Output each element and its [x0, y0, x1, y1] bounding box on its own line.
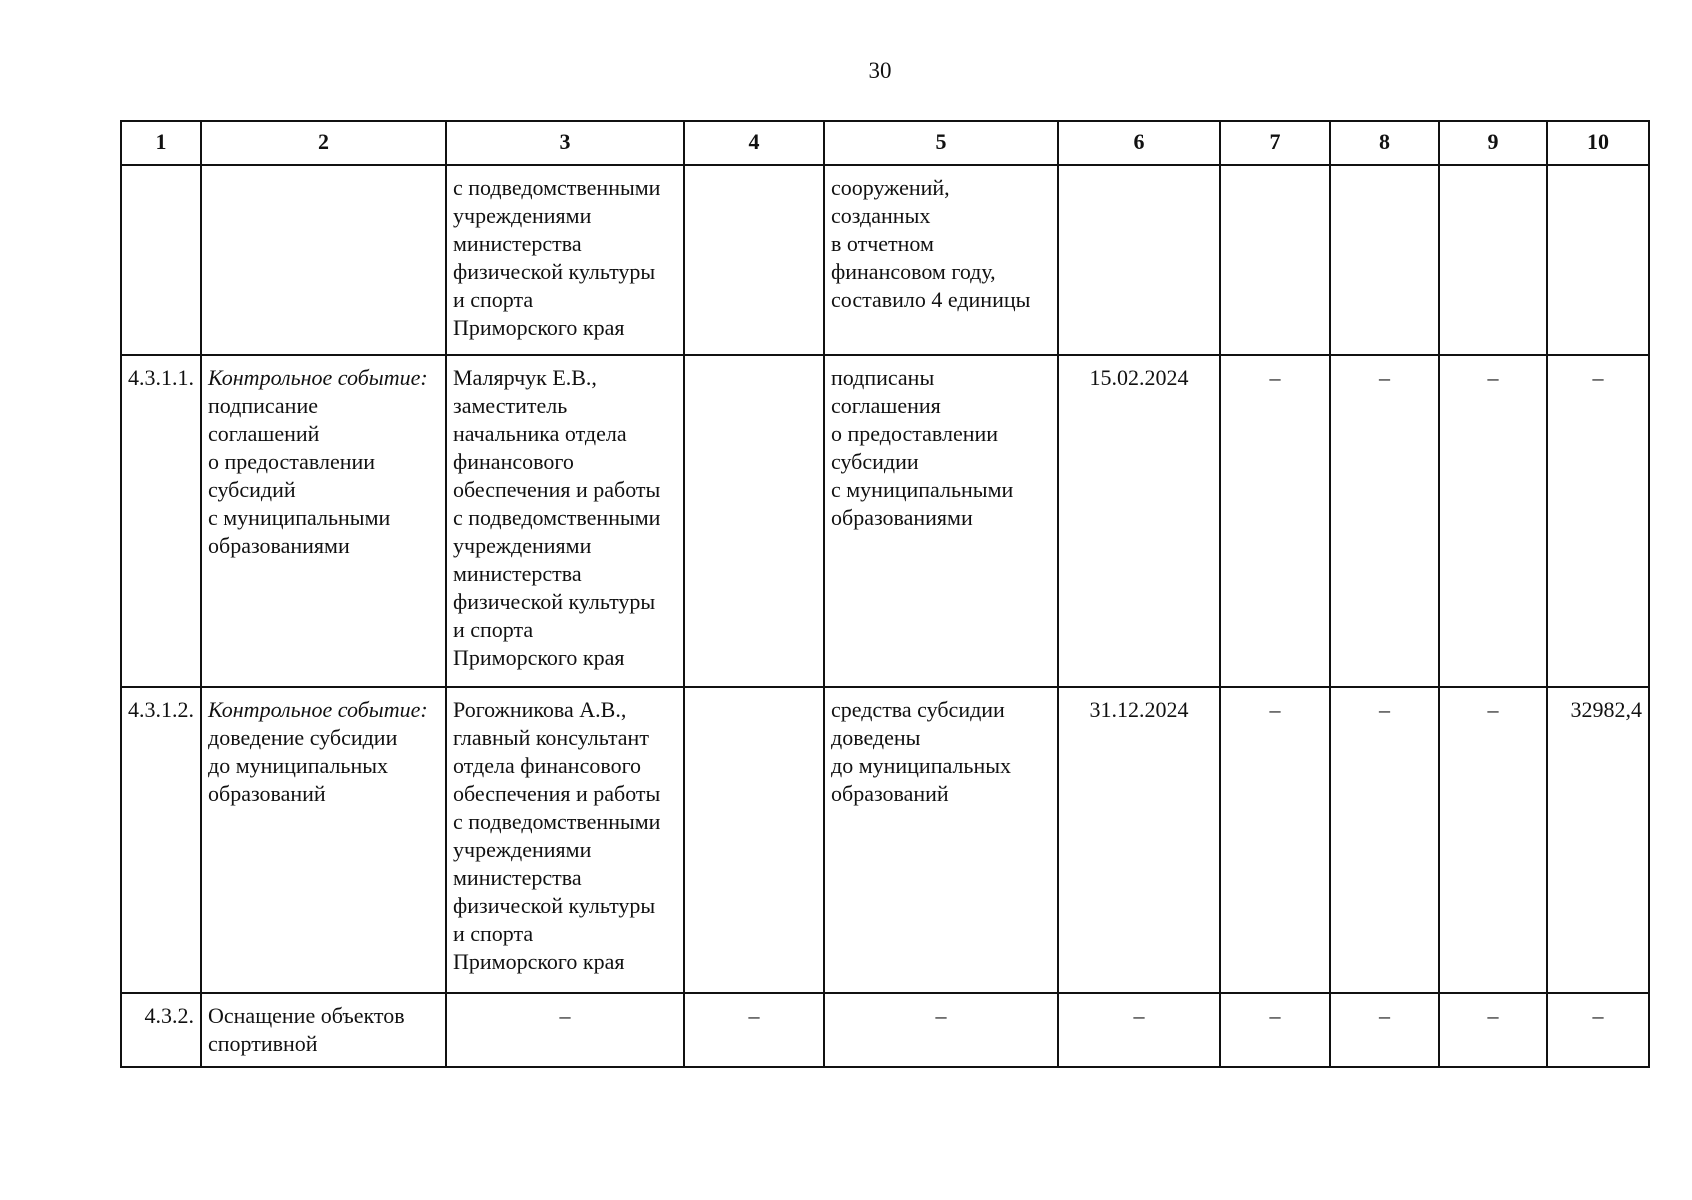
cell-col10: 32982,4 [1547, 687, 1649, 993]
cell-col7: – [1220, 993, 1330, 1067]
column-header-8: 8 [1330, 121, 1439, 165]
column-header-5: 5 [824, 121, 1058, 165]
cell-event-lead: Контрольное событие: [208, 365, 428, 390]
cell-number: 4.3.1.1. [121, 355, 201, 687]
table-row [121, 355, 1649, 687]
column-header-9: 9 [1439, 121, 1547, 165]
cell-date: 31.12.2024 [1058, 687, 1220, 993]
cell-col8: – [1330, 993, 1439, 1067]
cell-col8: – [1330, 355, 1439, 687]
cell-event-text: Оснащение объектов спортивной [208, 1003, 405, 1056]
cell-col9: – [1439, 993, 1547, 1067]
column-header-4: 4 [684, 121, 824, 165]
cell-event [201, 993, 446, 1067]
cell-col10: – [1547, 355, 1649, 687]
cell-col8 [1330, 165, 1439, 355]
table-row [121, 993, 1649, 1067]
cell-responsible: Малярчук Е.В., заместитель начальника отдела финансового обеспечения и работы с подведомственными учреждениями министерства физической культуры и спорта Приморского края [446, 355, 684, 687]
cell-col8: – [1330, 687, 1439, 993]
cell-col4 [684, 687, 824, 993]
plan-table [120, 120, 1650, 1068]
cell-responsible: Рогожникова А.В., главный консультант отдела финансового обеспечения и работы с подведомственными учреждениями министерства физической культуры и спорта Приморского края [446, 687, 684, 993]
cell-col4 [684, 355, 824, 687]
cell-number: 4.3.2. [121, 993, 201, 1067]
page-number: 30 [868, 58, 892, 83]
cell-number [121, 165, 201, 355]
cell-col10: – [1547, 993, 1649, 1067]
column-header-3: 3 [446, 121, 684, 165]
cell-col7: – [1220, 687, 1330, 993]
cell-event-lead: Контрольное событие: [208, 697, 428, 722]
cell-number: 4.3.1.2. [121, 687, 201, 993]
cell-result: – [824, 993, 1058, 1067]
column-header-1: 1 [121, 121, 201, 165]
cell-col9 [1439, 165, 1547, 355]
cell-col10 [1547, 165, 1649, 355]
cell-event-text: подписание соглашений о предоставлении субсидий с муниципальными образованиями [208, 393, 391, 558]
cell-result: подписаны соглашения о предоставлении субсидии с муниципальными образованиями [824, 355, 1058, 687]
cell-col9: – [1439, 687, 1547, 993]
column-header-2: 2 [201, 121, 446, 165]
cell-col7 [1220, 165, 1330, 355]
table-row [121, 687, 1649, 993]
cell-date: – [1058, 993, 1220, 1067]
cell-event [201, 355, 446, 687]
cell-event-text: доведение субсидии до муниципальных образований [208, 725, 398, 806]
cell-col4: – [684, 993, 824, 1067]
cell-responsible: с подведомственными учреждениями министерства физической культуры и спорта Приморского края [446, 165, 684, 355]
column-header-10: 10 [1547, 121, 1649, 165]
cell-col4 [684, 165, 824, 355]
column-header-6: 6 [1058, 121, 1220, 165]
cell-event [201, 165, 446, 355]
cell-result: средства субсидии доведены до муниципальных образований [824, 687, 1058, 993]
cell-result: сооружений, созданных в отчетном финансовом году, составило 4 единицы [824, 165, 1058, 355]
cell-col9: – [1439, 355, 1547, 687]
table-row [121, 165, 1649, 355]
cell-date [1058, 165, 1220, 355]
column-header-7: 7 [1220, 121, 1330, 165]
cell-event [201, 687, 446, 993]
cell-responsible: – [446, 993, 684, 1067]
cell-col7: – [1220, 355, 1330, 687]
header-row [121, 121, 1649, 165]
cell-date: 15.02.2024 [1058, 355, 1220, 687]
